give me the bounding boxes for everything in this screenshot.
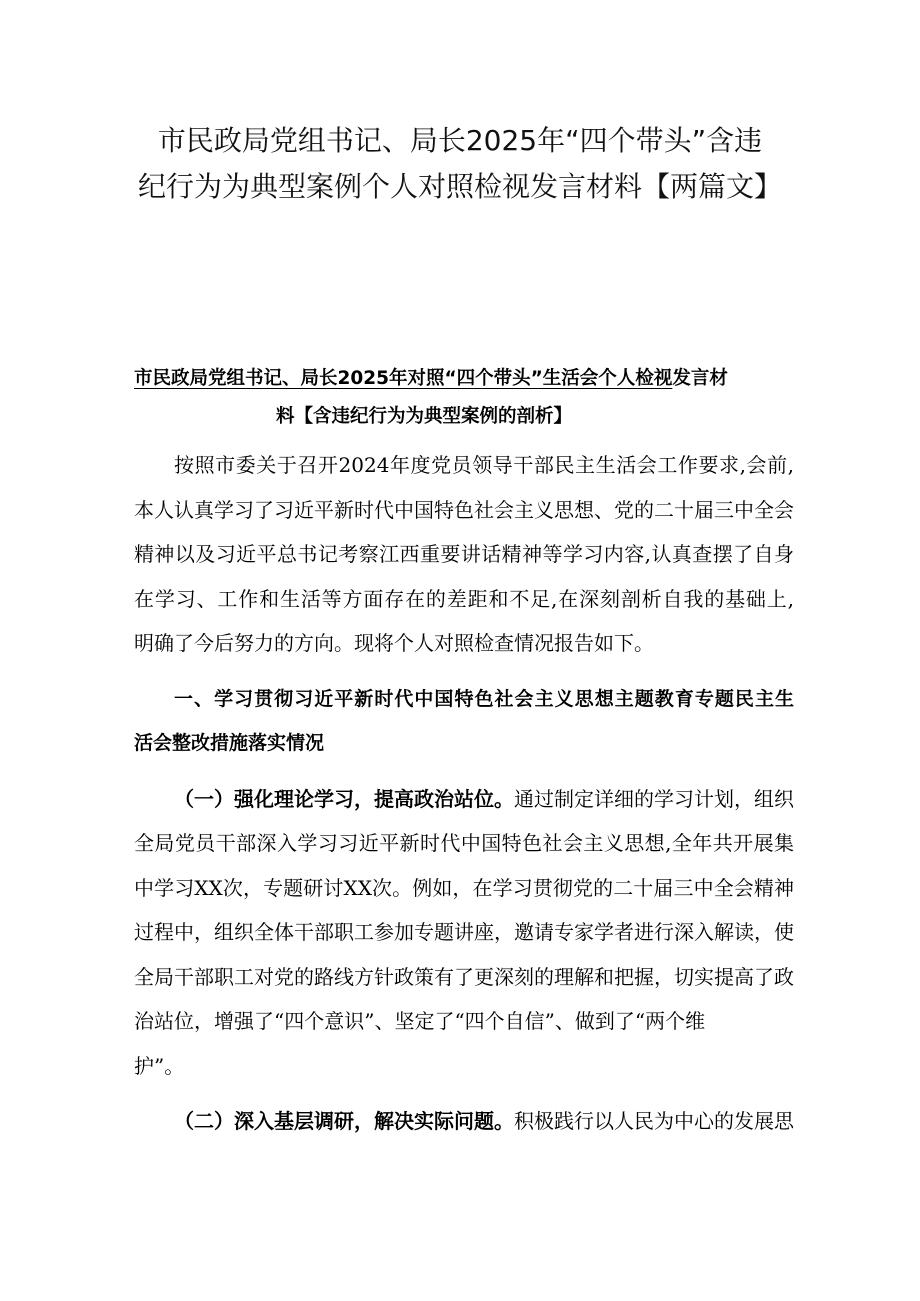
intro-line-5: 明确了今后努力的方向。现将个人对照检查情况报告如下。 (134, 631, 654, 655)
title-line-2: 纪行为为典型案例个人对照检视发言材料【两篇文】 (137, 170, 782, 203)
intro-line-1: 按照市委关于召开2024年度党员领导干部民主生活会工作要求,会前, (174, 453, 794, 477)
subtitle-line-1 (134, 356, 794, 402)
item-1-line-5: 全局干部职工对党的路线方针政策有了更深刻的理解和把握，切实提高了政 (134, 964, 794, 989)
section-1-line-1: 一、学习贯彻习近平新时代中国特色社会主义思想主题教育专题民主生 (174, 687, 794, 710)
item-1-line-2: 全局党员干部深入学习习近平新时代中国特色社会主义思想,全年共开展集 (134, 831, 794, 855)
title-line-1: 市民政局党组书记、局长2025年“四个带头”含违 (157, 124, 763, 157)
intro-line-4: 在学习、工作和生活等方面存在的差距和不足,在深刻剖析自我的基础上, (134, 586, 794, 611)
item-1-line-6: 治站位，增强了“四个意识”、坚定了“四个自信”、做到了“两个维 (134, 1009, 706, 1033)
section-1-heading (134, 677, 794, 766)
item-1-heading: （一）强化理论学习，提高政治站位。 (174, 786, 514, 811)
item-1-line-1 (134, 777, 794, 822)
item-2-heading: （二）深入基层调研，解决实际问题。 (174, 1109, 514, 1133)
intro-paragraph (134, 443, 794, 666)
intro-line-2: 本人认真学习了习近平新时代中国特色社会主义思想、党的二十届三中全会 (134, 497, 794, 522)
document-title (0, 118, 920, 210)
document-body (134, 443, 794, 1144)
section-1-line-2: 活会整改措施落实情况 (134, 732, 325, 754)
subtitle-line-2: 料【含违纪行为为典型案例的剖析】 (276, 406, 573, 427)
item-1-line-3: 中学习XX次，专题研讨XX次。例如，在学习贯彻党的二十届三中全会精神 (134, 875, 794, 900)
item-2-line-1 (134, 1099, 794, 1144)
subtitle-underlined: 市民政局党组书记、局长2025年对照“四个带头”生活会个人检视 (134, 368, 673, 389)
item-1-line-4: 过程中，组织全体干部职工参加专题讲座，邀请专家学者进行深入解读，使 (134, 920, 794, 944)
item-1-paragraph (134, 777, 794, 1089)
item-2-first-line-rest: 积极践行以人民为中心的发展思 (514, 1109, 794, 1133)
item-1-first-line-rest: 通过制定详细的学习计划，组织 (514, 786, 794, 811)
intro-line-3: 精神以及习近平总书记考察江西重要讲话精神等学习内容,认真查摆了自身 (134, 542, 794, 566)
item-2-paragraph (134, 1099, 794, 1144)
subtitle-rest: 发言材 (672, 368, 728, 389)
item-1-line-7: 护”。 (134, 1053, 185, 1078)
